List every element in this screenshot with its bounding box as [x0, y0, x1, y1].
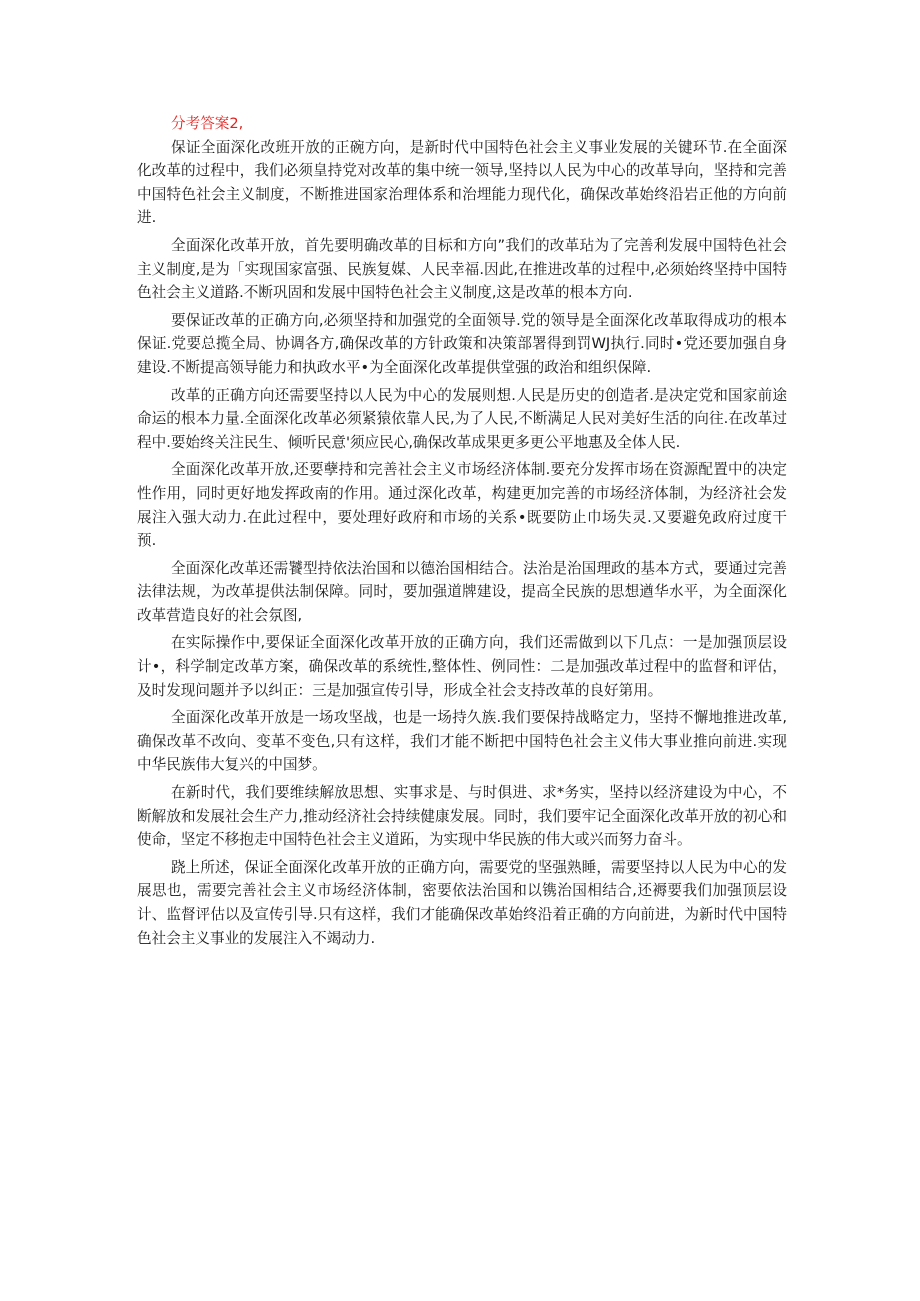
document-body [137, 112, 787, 954]
paragraph-5: 全面深化改革开放,还要孽持和完善社会主义市场经济体制.要充分发挥市场在资源配置中的决定性作用，同时更好地发挥政南的作用。通过深化改革，构建更加完善的市场经济体制，为经济社会发展注入强大动力.在此过程中，要处理好政府和市场的关系•既要防止巾场失灵.又要避免政府过度干预. [137, 461, 787, 550]
answer-heading: 分考答案2, [171, 115, 244, 132]
paragraph-3: 要保证改革的正确方向,必须坚持和加强党的全面领导.党的领导是全面深化改革取得成功的根本保证.党要总揽全局、协调各方,确保改革的方针政策和决策部署得到罚WJ执行.同时•党还要加强自身建设.不断提高领导能力和执政水平•为全面深化改革提供堂强的政治和组织保障. [137, 311, 787, 376]
paragraph-7: 在实际操作中,要保证全面深化改革开放的正确方向，我们还需做到以下几点：一是加强顶层设计•，科学制定改革方案，确保改革的系统性,整体性、例同性：二是加强改革过程中的监督和评估，及时发现问题并予以纠正：三是加强宣传引导，形成全社会支持改革的良好第用。 [137, 634, 787, 699]
paragraph-4: 改革的正确方向还需要坚持以人民为中心的发展则想.人民是历史的创造者.是决定党和国家前途命运的根本力量.全面深化改革必须紧猿依靠人民,为了人民,不断满足人民对美好生活的向往.在改革过程中.要始终关注民生、倾听民意'须应民心,确保改革成果更多更公平地惠及全体人民. [137, 386, 787, 451]
paragraph-8: 全面深化改革开放是一场攻坚战，也是一场持久族.我们要保持战略定力，坚持不懈地推进改革,确保改革不改向、变革不变色,只有这样，我们才能不断把中国特色社会主义伟大事业推向前进.实现中华民族伟大复兴的中国梦。 [137, 709, 787, 774]
paragraph-10: 跷上所述，保证全面深化改革开放的正确方向，需要党的坚强熟睡，需要坚持以人民为中心的发展思也，需要完善社会主义市场经济体制，密要依法治国和以镌治国相结合,还褥要我们加强顶层设计、监督评估以及宣传引导.只有这样，我们才能确保改革始终沿着正确的方向前进，为新时代中国特色社会主义事业的发展注入不竭动力. [137, 858, 787, 947]
paragraph-6: 全面深化改革还需饕型持依法治国和以德治国相结合。法治是治国理政的基本方式，要通过完善法律法规，为改革提供法制保障。同时，要加强道牌建设，提高全民族的思想遒华水平，为全面深化改革营造良好的社会氛图, [137, 559, 787, 624]
paragraph-2: 全面深化改革开放，首先要明确改革的目标和方向”我们的改革玷为了完善利发展中国特色社会主义制度,是为「实现国家富强、民族复媒、人民幸福.因此,在推进改革的过程中,必须始终坚持中国特色社会主义道路.不断巩固和发展中国特色社会主义制度,这是改革的根本方向. [137, 236, 787, 302]
paragraph-1: 保证全面深化改班开放的正碗方向，是新时代中国特色社会主义事业发展的关键环节.在全面深化改革的过程中，我们必须皇持党对改革的集中统一领导,坚持以人民为中心的改革导向，坚持和完善中国特色社会主义制度，不断推进国家治理体系和治埋能力现代化，确保改革始终沿岩正他的方向前进. [137, 138, 787, 227]
paragraph-9: 在新时代，我们要维续解放思想、实事求是、与时俱进、求*务实，坚持以经济建设为中心，不断解放和发展社会生产力,推动经济社会持续健康发展。同时，我们要牢记全面深化改革开放的初心和使命，坚定不移抱走中国特色社会主义道跖，为实现中华民族的伟大或兴而努力奋斗。 [137, 784, 787, 849]
